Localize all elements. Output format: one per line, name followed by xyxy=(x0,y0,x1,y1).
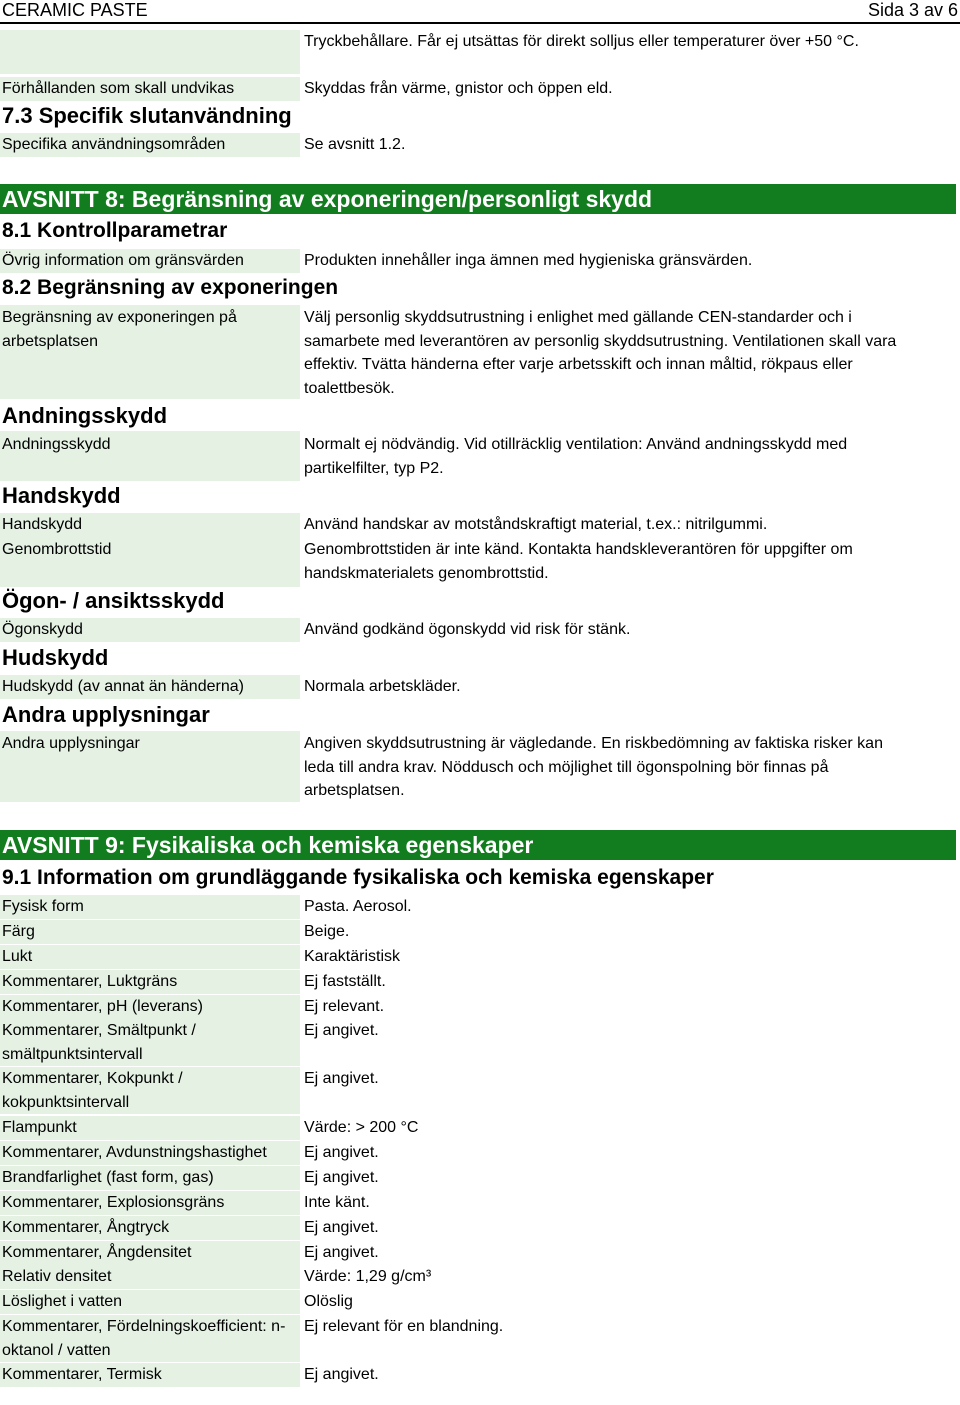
property-value: Värde: > 200 °C xyxy=(304,1119,419,1136)
property-value: Ej angivet. xyxy=(304,1144,379,1161)
property-value: Beige. xyxy=(304,923,350,940)
other-value: Angiven skyddsutrustning är vägledande. En riskbedömning av faktiska risker kan leda till andra krav. Nöddusch och möjlighet till ögonspolning bör finnas på arbetsplatsen. xyxy=(304,735,883,799)
page-number: Sida 3 av 6 xyxy=(867,0,958,20)
work-label: Begränsning av exponeringen på arbetsplatsen xyxy=(2,309,237,350)
property-label: Relativ densitet xyxy=(2,1268,112,1285)
limits-value: Produkten innehåller inga ämnen med hygieniska gränsvärden. xyxy=(304,252,753,269)
limits-label: Övrig information om gränsvärden xyxy=(0,249,300,273)
skin-value: Normala arbetskläder. xyxy=(304,678,461,695)
work-value: Välj personlig skyddsutrustning i enlighet med gällande CEN-standarder och i samarbete med leverantören av personlig skyddsutrustning. Ventilationen skall vara effektiv. Tvätta händerna efter varje arbetsskift och innan måltid, rökpaus eller toalettbesök. xyxy=(304,309,897,397)
property-value: Ej relevant. xyxy=(304,998,385,1015)
respiratory-value: Normalt ej nödvändig. Vid otillräcklig ventilation: Använd andningsskydd med partikelfilter, typ P2. xyxy=(304,436,848,477)
property-label: Kommentarer, Avdunstningshastighet xyxy=(2,1144,267,1161)
respiratory-heading: Andningsskydd xyxy=(2,403,168,428)
label-cell-empty xyxy=(0,30,300,74)
property-value: Ej relevant för en blandning. xyxy=(304,1318,504,1335)
property-value: Ej angivet. xyxy=(304,1169,379,1186)
section-8-header: AVSNITT 8: Begränsning av exponeringen/personligt skydd xyxy=(0,184,956,214)
eye-label: Ögonskydd xyxy=(0,618,300,642)
subsection-8-2: 8.2 Begränsning av exponeringen xyxy=(2,276,339,299)
eye-value: Använd godkänd ögonskydd vid risk för stänk. xyxy=(304,621,631,638)
property-label: Kommentarer, Smältpunkt / smältpunktsintervall xyxy=(2,1022,196,1063)
hand-value: Använd handskar av motståndskraftigt material, t.ex.: nitrilgummi. xyxy=(304,516,768,533)
section-9-header: AVSNITT 9: Fysikaliska och kemiska egenskaper xyxy=(0,830,956,860)
other-heading: Andra upplysningar xyxy=(2,702,210,727)
document-title: CERAMIC PASTE xyxy=(2,0,148,20)
page-header xyxy=(0,0,960,24)
breakthrough-label: Genombrottstid xyxy=(2,541,112,558)
property-value: Ej angivet. xyxy=(304,1022,379,1039)
breakthrough-value: Genombrottstiden är inte känd. Kontakta handskleverantören för uppgifter om handskmaterialets genombrottstid. xyxy=(304,541,853,582)
property-label: Flampunkt xyxy=(2,1119,77,1136)
property-value: Ej angivet. xyxy=(304,1366,379,1383)
property-label: Färg xyxy=(2,923,35,940)
property-label: Kommentarer, Fördelningskoefficient: n-oktanol / vatten xyxy=(2,1318,286,1359)
property-label: Kommentarer, Termisk xyxy=(2,1366,162,1383)
other-label: Andra upplysningar xyxy=(2,735,140,752)
avoid-value: Skyddas från värme, gnistor och öppen eld. xyxy=(304,80,613,97)
property-value: Karaktäristisk xyxy=(304,948,401,965)
skin-heading: Hudskydd xyxy=(2,645,109,670)
property-label: Lukt xyxy=(2,948,33,965)
eye-heading: Ögon- / ansiktsskydd xyxy=(2,588,225,613)
use-value: Se avsnitt 1.2. xyxy=(304,136,406,153)
property-value: Inte känt. xyxy=(304,1194,370,1211)
property-label: Brandfarlighet (fast form, gas) xyxy=(2,1169,214,1186)
property-value: Värde: 1,29 g/cm³ xyxy=(304,1268,432,1285)
property-label: Kommentarer, Ångtryck xyxy=(2,1219,170,1236)
storage-value: Tryckbehållare. Får ej utsättas för direkt solljus eller temperaturer över +50 °C. xyxy=(304,33,859,50)
property-label: Kommentarer, Ångdensitet xyxy=(2,1244,192,1261)
subsection-9-1: 9.1 Information om grundläggande fysikaliska och kemiska egenskaper xyxy=(2,866,714,889)
property-value: Ej angivet. xyxy=(304,1070,379,1087)
property-value: Olöslig xyxy=(304,1293,353,1310)
avoid-label: Förhållanden som skall undvikas xyxy=(0,77,300,101)
property-label: Kommentarer, pH (leverans) xyxy=(2,998,203,1015)
property-label: Kommentarer, Luktgräns xyxy=(2,973,178,990)
respiratory-label: Andningsskydd xyxy=(2,436,111,453)
property-value: Pasta. Aerosol. xyxy=(304,898,412,915)
skin-label: Hudskydd (av annat än händerna) xyxy=(0,675,300,699)
subsection-8-1: 8.1 Kontrollparametrar xyxy=(2,219,228,242)
property-label: Kommentarer, Kokpunkt / kokpunktsintervall xyxy=(2,1070,183,1111)
hand-label: Handskydd xyxy=(0,513,300,537)
property-value: Ej fastställt. xyxy=(304,973,386,990)
hand-heading: Handskydd xyxy=(2,483,121,508)
property-label: Fysisk form xyxy=(2,898,84,915)
property-label: Kommentarer, Explosionsgräns xyxy=(2,1194,225,1211)
property-label: Löslighet i vatten xyxy=(2,1293,123,1310)
property-value: Ej angivet. xyxy=(304,1244,379,1261)
use-label: Specifika användningsområden xyxy=(0,133,300,157)
subsection-7-3: 7.3 Specifik slutanvändning xyxy=(2,103,292,128)
property-value: Ej angivet. xyxy=(304,1219,379,1236)
